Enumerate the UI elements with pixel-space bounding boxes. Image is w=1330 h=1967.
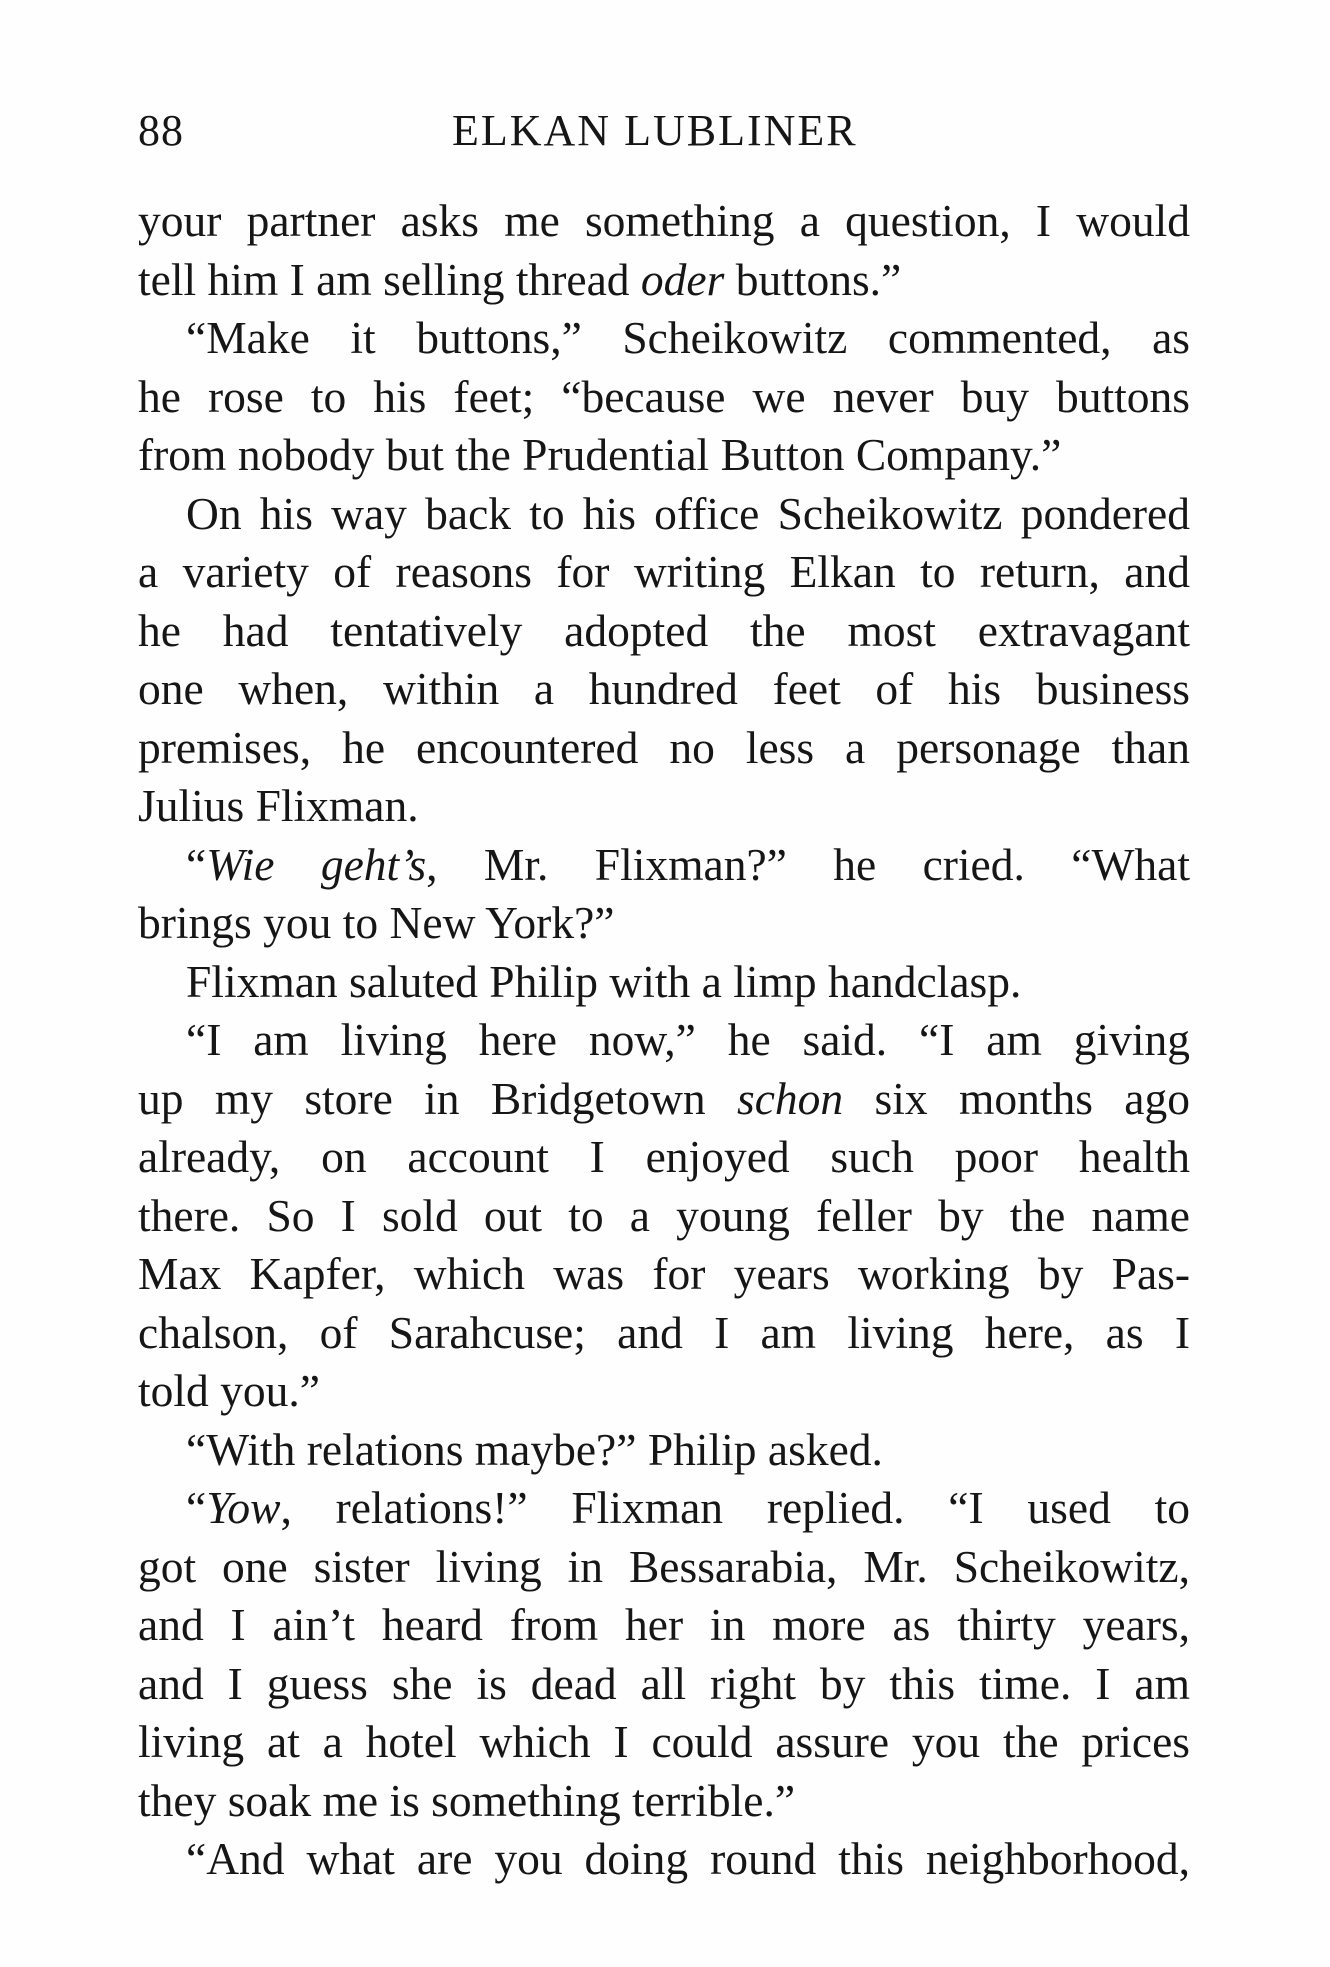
text-line: Flixman saluted Philip with a limp handclasp. bbox=[186, 955, 1022, 1007]
text-line: “Make it buttons,” Scheikowitz commented, as bbox=[186, 312, 1190, 363]
text-line: premises, he encountered no less a personage than bbox=[138, 721, 1190, 773]
text-line: he had tentatively adopted the most extravagant bbox=[138, 604, 1190, 656]
text-line: On his way back to his office Scheikowitz pondered bbox=[186, 487, 1190, 539]
text-line: brings you to New York?” bbox=[138, 897, 615, 948]
text-line: up my store in Bridgetown schon six months ago bbox=[138, 1072, 1190, 1124]
body-text bbox=[138, 192, 1190, 1889]
text-line: got one sister living in Bessarabia, Mr. Scheikowitz, bbox=[138, 1540, 1190, 1592]
text-line: there. So I sold out to a young feller by the name bbox=[138, 1189, 1190, 1241]
text-line: he rose to his feet; “because we never buy buttons bbox=[138, 370, 1190, 422]
page-header bbox=[138, 105, 1190, 165]
text-line: Julius Flixman. bbox=[138, 780, 419, 831]
text-line: they soak me is something terrible.” bbox=[138, 1774, 796, 1826]
text-line: “With relations maybe?” Philip asked. bbox=[186, 1423, 883, 1475]
page-number: 88 bbox=[138, 106, 184, 155]
text-line: from nobody but the Prudential Button Company.” bbox=[138, 429, 1062, 480]
text-line: and I ain’t heard from her in more as thirty years, bbox=[138, 1599, 1190, 1650]
text-line: “I am living here now,” he said. “I am giving bbox=[186, 1014, 1190, 1065]
text-line: Max Kapfer, which was for years working by Pas- bbox=[138, 1248, 1190, 1299]
text-line: and I guess she is dead all right by this time. I am bbox=[138, 1657, 1190, 1709]
running-title: ELKAN LUBLINER bbox=[452, 106, 858, 155]
italic-text: oder bbox=[640, 253, 725, 305]
text-line: one when, within a hundred feet of his business bbox=[138, 663, 1190, 714]
text-line: “Yow, relations!” Flixman replied. “I used to bbox=[186, 1482, 1190, 1533]
italic-text: Wie geht’s bbox=[206, 838, 427, 890]
italic-text: Yow bbox=[206, 1482, 281, 1533]
text-line: tell him I am selling thread oder buttons.” bbox=[138, 253, 902, 305]
text-line: “Wie geht’s, Mr. Flixman?” he cried. “What bbox=[186, 838, 1190, 890]
text-line: told you.” bbox=[138, 1365, 320, 1416]
italic-text: schon bbox=[737, 1072, 844, 1124]
text-line: chalson, of Sarahcuse; and I am living here, as I bbox=[138, 1306, 1190, 1358]
text-line: a variety of reasons for writing Elkan to return, and bbox=[138, 546, 1190, 597]
text-line: your partner asks me something a question, I would bbox=[138, 195, 1190, 246]
text-line: already, on account I enjoyed such poor health bbox=[138, 1131, 1190, 1182]
text-line: “And what are you doing round this neighborhood, bbox=[186, 1833, 1190, 1884]
text-line: living at a hotel which I could assure you the prices bbox=[138, 1716, 1190, 1767]
